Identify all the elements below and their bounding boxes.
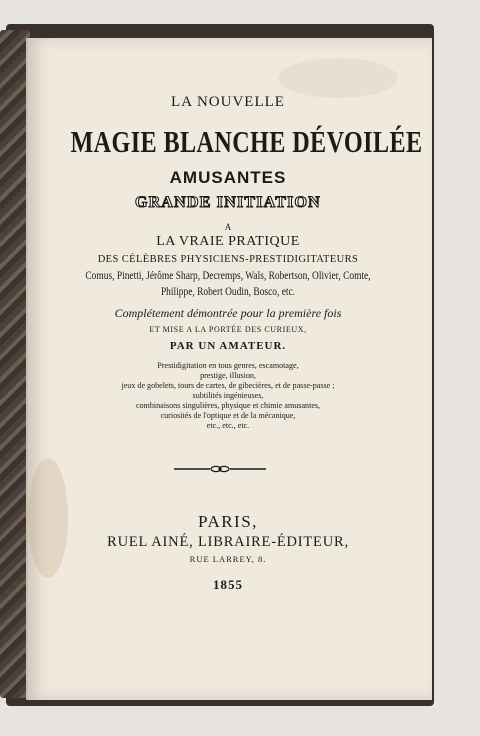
contents-line: curiosités de l'optique et de la mécanique, (160, 410, 296, 420)
contents-line: etc., etc., etc. (206, 420, 250, 430)
author-line: PAR UN AMATEUR. (169, 340, 287, 352)
imprint-city: PARIS, (198, 512, 258, 531)
contents-line: jeux de gobelets, tours de cartes, de gibecières, et de passe-passe ; (121, 380, 335, 390)
contents-line: Prestidigitation en tous genres, escamotage, (157, 360, 299, 370)
imprint-address: RUE LARREY, 8. (189, 554, 267, 564)
title-line-10: Complétement démontrée pour la première fois (114, 306, 342, 320)
imprint-year: 1855 (213, 577, 243, 592)
title-line-6: LA VRAIE PRATIQUE (156, 234, 300, 249)
names-line-1: Comus, Pinetti, Jérôme Sharp, Decremps, Wals, Robertson, Olivier, Comte, (85, 270, 371, 282)
title-line-11: ET MISE A LA PORTÉE DES CURIEUX, (149, 325, 307, 334)
ornament-rule-icon (174, 464, 266, 474)
title-line-4: GRANDE INITIATION (135, 194, 321, 211)
title-line-7: DES CÉLÈBRES PHYSICIENS-PRESTIDIGITATEURS (97, 254, 359, 265)
imprint-publisher: RUEL AINÉ, LIBRAIRE-ÉDITEUR, (107, 534, 349, 550)
names-line-2: Philippe, Robert Oudin, Bosco, etc. (160, 286, 296, 298)
title-line-3: AMUSANTES (169, 168, 287, 187)
paper-stain (278, 58, 398, 98)
contents-line: prestige, illusion, (200, 370, 256, 380)
main-title: MAGIE BLANCHE DÉVOILÉE (70, 124, 423, 159)
contents-line: combinaisons singulières, physique et chimie amusantes, (135, 400, 321, 410)
title-line-5: A (224, 222, 232, 232)
contents-line: subtilités ingénieuses, (192, 390, 264, 400)
title-line-1: LA NOUVELLE (171, 94, 285, 110)
